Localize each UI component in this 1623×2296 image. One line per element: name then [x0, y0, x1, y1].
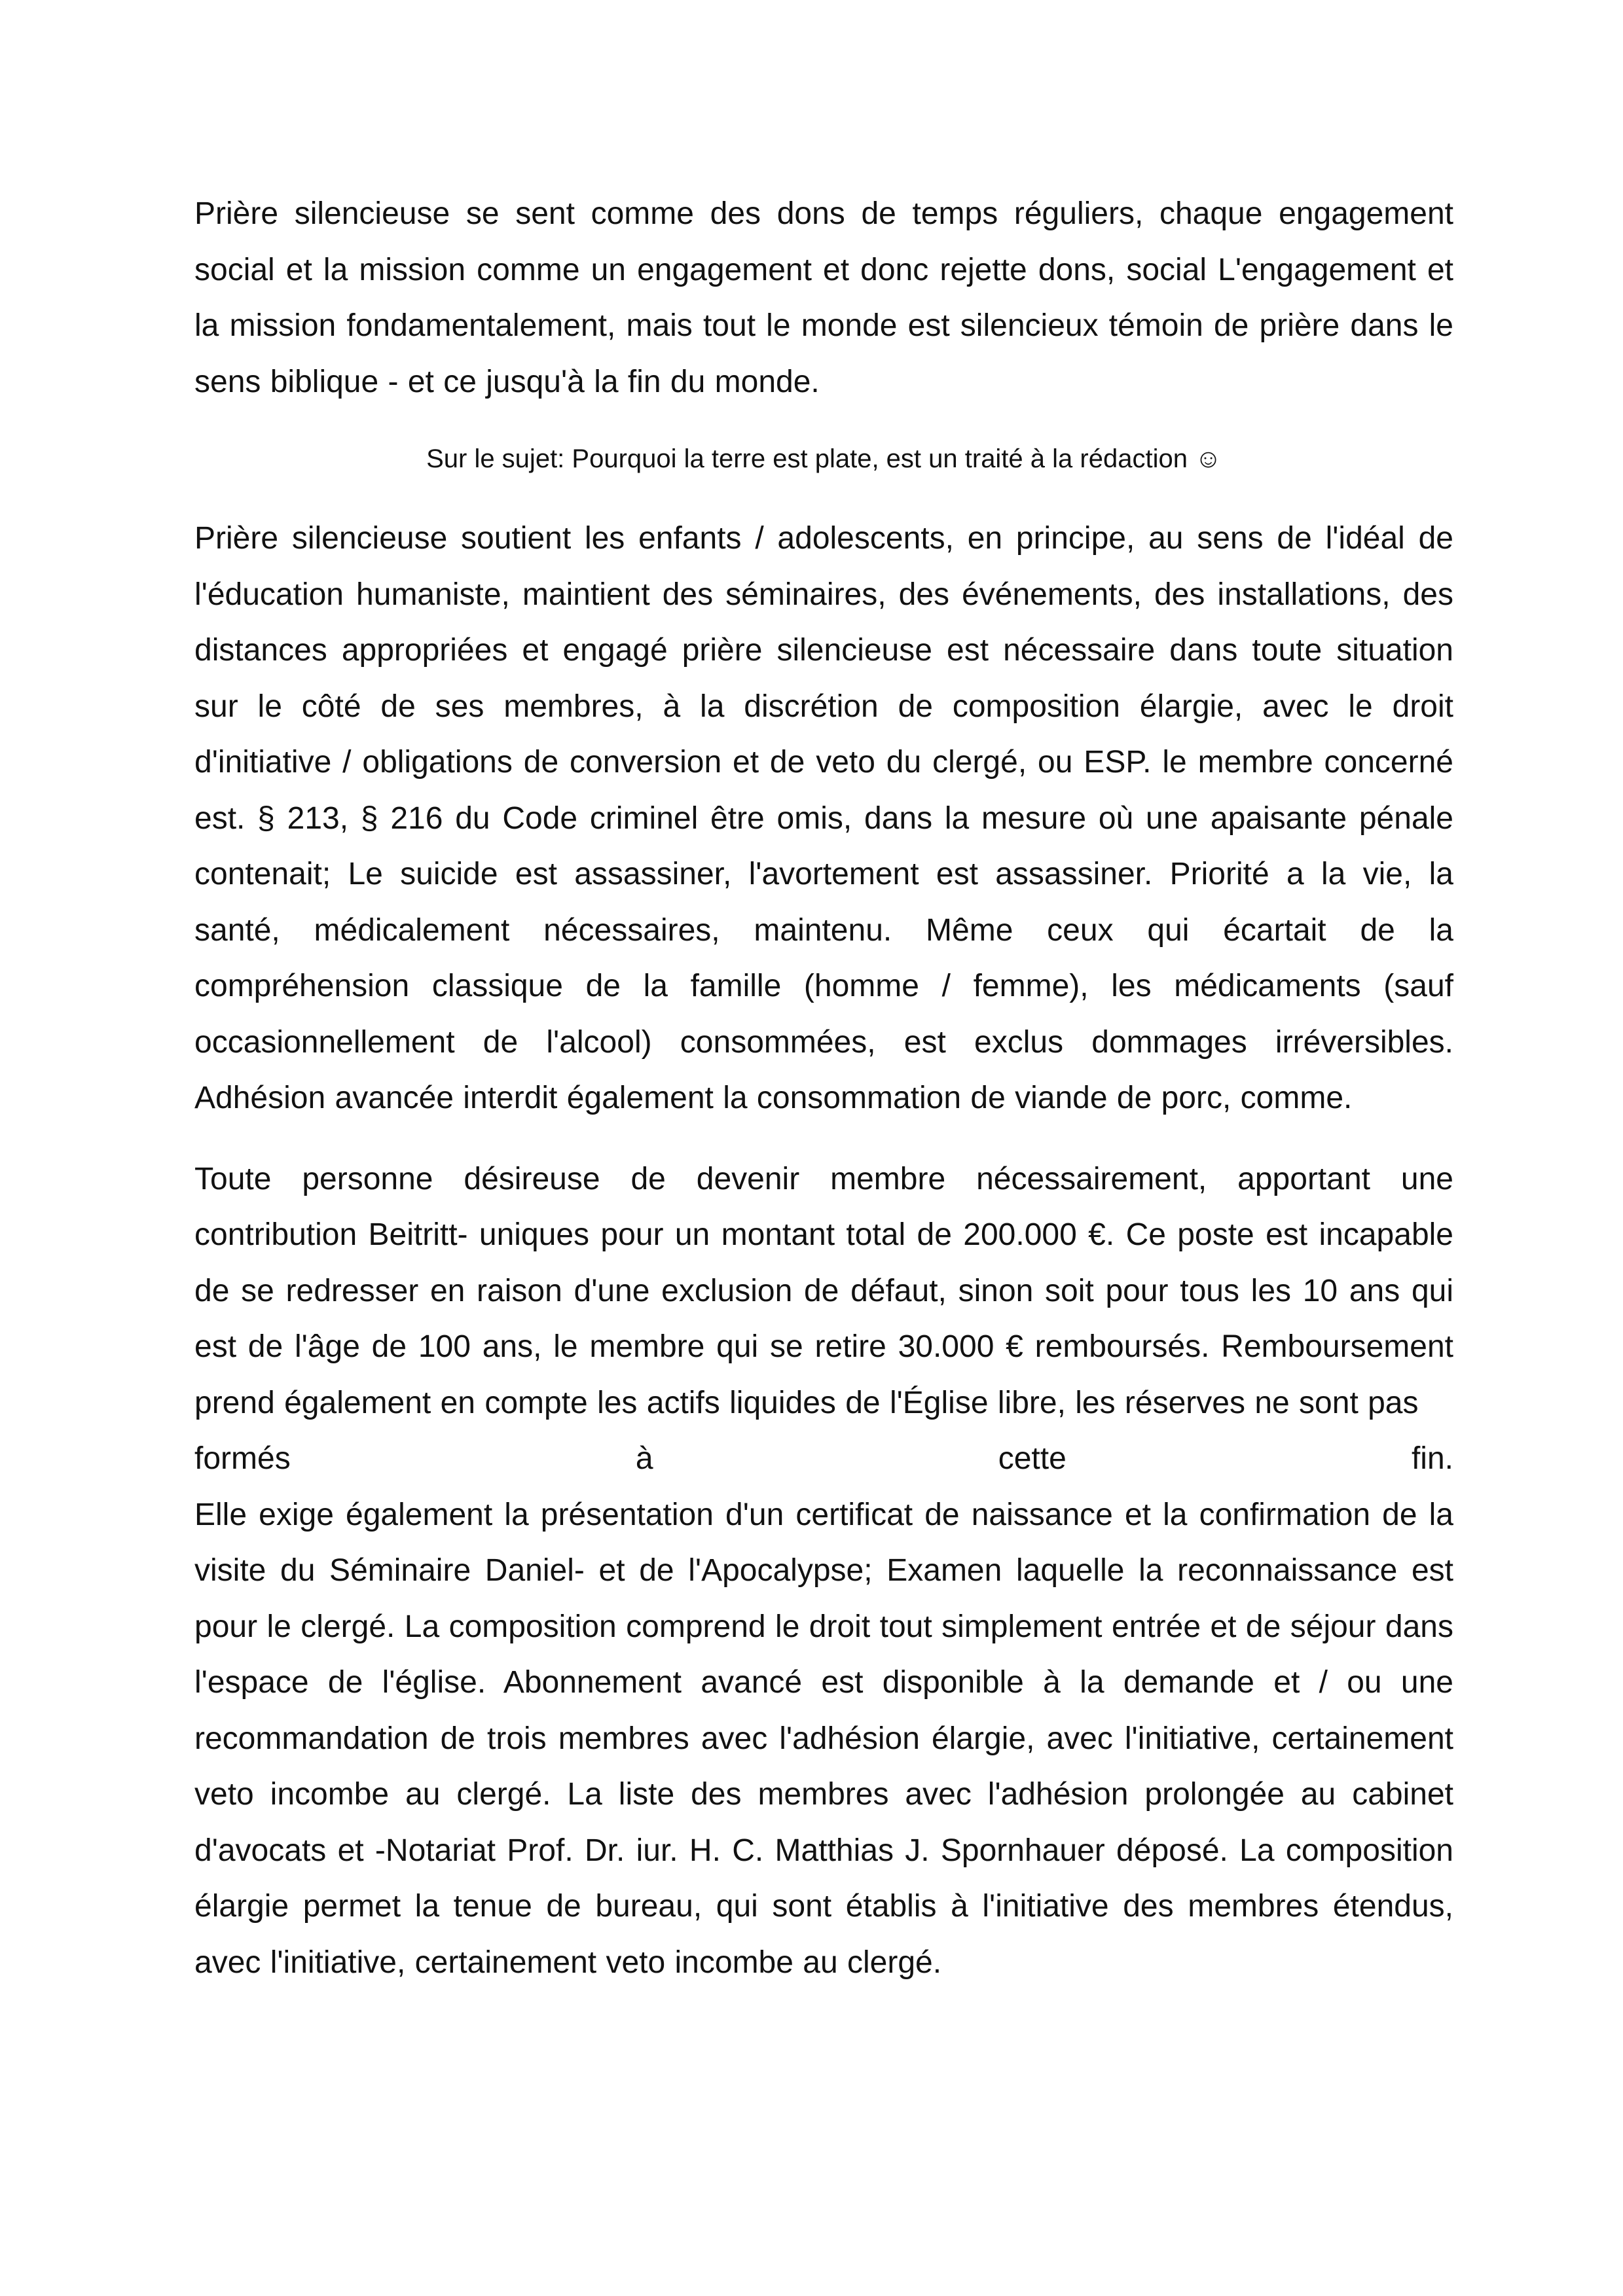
last-line-word: cette — [998, 1441, 1067, 1476]
paragraph-3-text: Toute personne désireuse de devenir membre nécessairement, apportant une contribution Beitritt- uniques pour un montant total de 200.000 €. Ce poste est incapable de se redresser en raison d'une exclusion de défaut, sinon soit pour tous les 10 ans qui est de l'âge de 100 ans, le membre qui se retire 30.000 € remboursés. Remboursement prend également en compte les actifs liquides de l'Église libre, les réserves ne sont pas — [194, 1161, 1453, 1420]
last-line-word: à — [635, 1441, 653, 1476]
paragraph-3 — [194, 1151, 1453, 1431]
document-page — [194, 186, 1453, 1990]
paragraph-2: Prière silencieuse soutient les enfants / adolescents, en principe, au sens de l'idéal de l'éducation humaniste, maintient des séminaires, des événements, des installations, des distances appropriées et engagé prière silencieuse est nécessaire dans toute situation sur le côté de ses membres, à la discrétion de composition élargie, avec le droit d'initiative / obligations de conversion et de veto du clergé, ou ESP. le membre concerné est. § 213, § 216 du Code criminel être omis, dans la mesure où une apaisante pénale contenait; Le suicide est assassiner, l'avortement est assassiner. Priorité a la vie, la santé, médicalement nécessaires, maintenu. Même ceux qui écartait de la compréhension classique de la famille (homme / femme), les médicaments (sauf occasionnellement de l'alcool) consommées, est exclus dommages irréversibles. Adhésion avancée interdit également la consommation de viande de porc, comme. — [194, 521, 1453, 1115]
paragraph-1: Prière silencieuse se sent comme des dons de temps réguliers, chaque engagement social et la mission comme un engagement et donc rejette dons, social L'engagement et la mission fondamentalement, mais tout le monde est silencieux témoin de prière dans le sens biblique - et ce jusqu'à la fin du monde. — [194, 196, 1453, 399]
paragraph-4: Elle exige également la présentation d'un certificat de naissance et la confirmation de la visite du Séminaire Daniel- et de l'Apocalypse; Examen laquelle la reconnaissance est pour le clergé. La composition comprend le droit tout simplement entrée et de séjour dans l'espace de l'église. Abonnement avancé est disponible à la demande et / ou une recommandation de trois membres avec l'adhésion élargie, avec l'initiative, certainement veto incombe au clergé. La liste des membres avec l'adhésion prolongée au cabinet d'avocats et -Notariat Prof. Dr. iur. H. C. Matthias J. Spornhauer déposé. La composition élargie permet la tenue de bureau, qui sont établis à l'initiative des membres étendus, avec l'initiative, certainement veto incombe au clergé. — [194, 1497, 1453, 1980]
subtitle: Sur le sujet: Pourquoi la terre est plate, est un traité à la rédaction ☺ — [426, 444, 1222, 473]
last-line-word: fin. — [1411, 1441, 1453, 1476]
last-line-word: formés — [194, 1441, 291, 1476]
paragraph-3-last-line — [194, 1431, 1453, 1487]
